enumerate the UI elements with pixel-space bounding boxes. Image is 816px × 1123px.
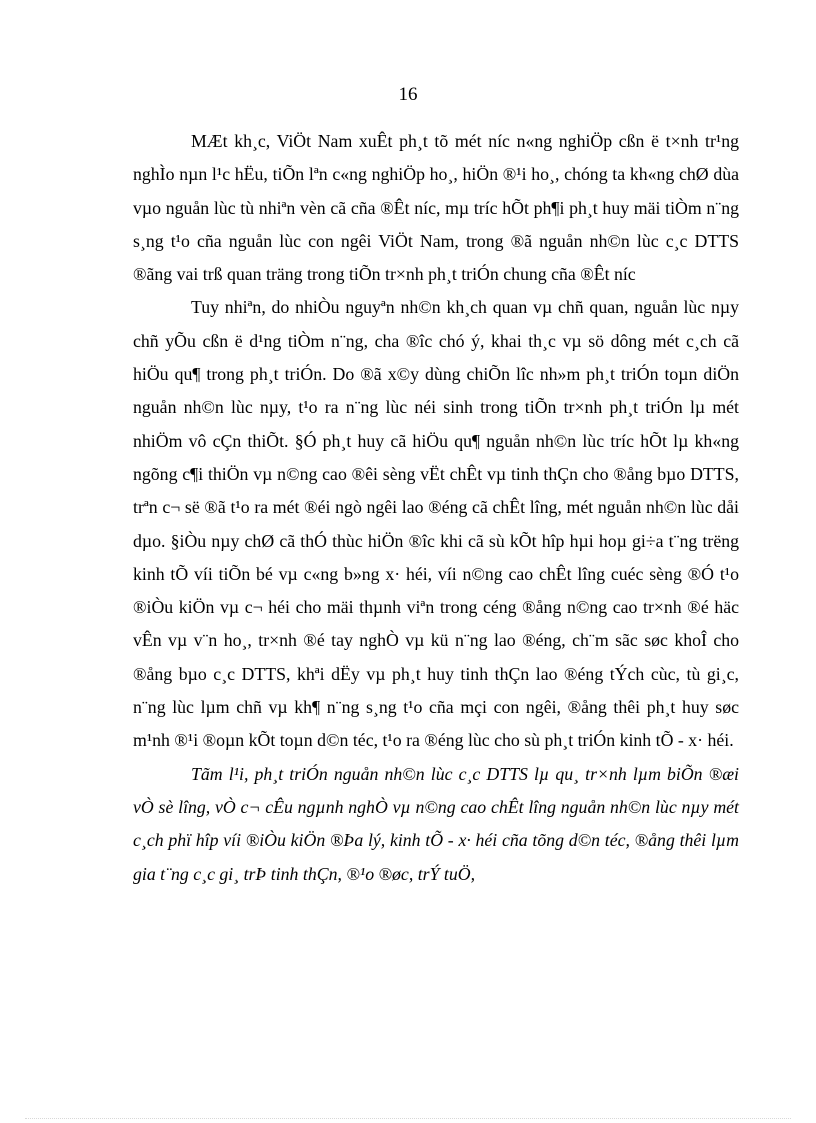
body-text	[133, 125, 739, 891]
paragraph-1: MÆt kh¸c, ViÖt Nam xuÊt ph¸t tõ mét níc n«ng nghiÖp cßn ë t×nh tr¹ng nghÌo nµn l¹c hËu, tiÕn lªn c«ng nghiÖp ho¸, hiÖn ®¹i ho¸, chóng ta kh«ng chØ dùa vµo nguån lùc tù nhiªn vèn cã cña ®Êt níc, mµ tríc hÕt ph¶i ph¸t huy mäi tiÒm n¨ng s¸ng t¹o cña nguån lùc con ngêi ViÖt Nam, trong ®ã nguån nh©n lùc c¸c DTTS ®ãng vai trß quan träng trong tiÕn tr×nh ph¸t triÓn chung cña ®Êt níc	[133, 131, 739, 285]
paragraph-3-summary: Tãm l¹i, ph¸t triÓn nguån nh©n lùc c¸c DTTS lµ qu¸ tr×nh lµm biÕn ®æi vÒ sè lîng, vÒ c¬ cÊu ngµnh nghÒ vµ n©ng cao chÊt lîng nguån nh©n lùc nµy mét c¸ch phï hîp víi ®iÒu kiÖn ®Þa lý, kinh tÕ - x· héi cña tõng d©n téc, ®ång thêi lµm gia t¨ng c¸c gi¸ trÞ tinh thÇn, ®¹o ®øc, trÝ tuÖ,	[133, 763, 739, 884]
page-bottom-divider	[25, 1118, 791, 1119]
paragraph-2: Tuy nhiªn, do nhiÒu nguyªn nh©n kh¸ch quan vµ chñ quan, nguån lùc nµy chñ yÕu cßn ë d¹ng tiÒm n¨ng, cha ®îc chó ý, khai th¸c vµ sö dông mét c¸ch cã hiÖu qu¶ trong ph¸t triÓn. Do ®ã x©y dùng chiÕn lîc nh»m ph¸t triÓn toµn diÖn nguån nh©n lùc nµy, t¹o ra n¨ng lùc néi sinh trong tiÕn tr×nh ph¸t triÓn lµ mét nhiÖm vô cÇn thiÕt. §Ó ph¸t huy cã hiÖu qu¶ nguån nh©n lùc tríc hÕt lµ kh«ng ngõng c¶i thiÖn vµ n©ng cao ®êi sèng vËt chÊt vµ tinh thÇn cho ®ång bµo DTTS, trªn c¬ së ®ã t¹o ra mét ®éi ngò ngêi lao ®éng cã chÊt lîng, mét nguån nh©n lùc dåi dµo. §iÒu nµy chØ cã thÓ thùc hiÖn ®îc khi cã sù kÕt hîp hµi hoµ gi÷a t¨ng trëng kinh tÕ víi tiÕn bé vµ c«ng b»ng x· héi, víi n©ng cao chÊt lîng cuéc sèng ®Ó t¹o ®iÒu kiÖn vµ c¬ héi cho mäi thµnh viªn trong céng ®ång n©ng cao tr×nh ®é häc vÊn vµ v¨n ho¸, tr×nh ®é tay nghÒ vµ kü n¨ng lao ®éng, ch¨m sãc søc khoÎ cho ®ång bµo c¸c DTTS, khªi dËy vµ ph¸t huy tinh thÇn lao ®éng tÝch cùc, tù gi¸c, n¨ng lùc lµm chñ vµ kh¶ n¨ng s¸ng t¹o cña mçi con ngêi, ®ång thêi ph¸t huy søc m¹nh ®¹i ®oµn kÕt toµn d©n téc, t¹o ra ®éng lùc cho sù ph¸t triÓn kinh tÕ - x· héi.	[133, 297, 739, 751]
page-number: 16	[398, 84, 418, 105]
